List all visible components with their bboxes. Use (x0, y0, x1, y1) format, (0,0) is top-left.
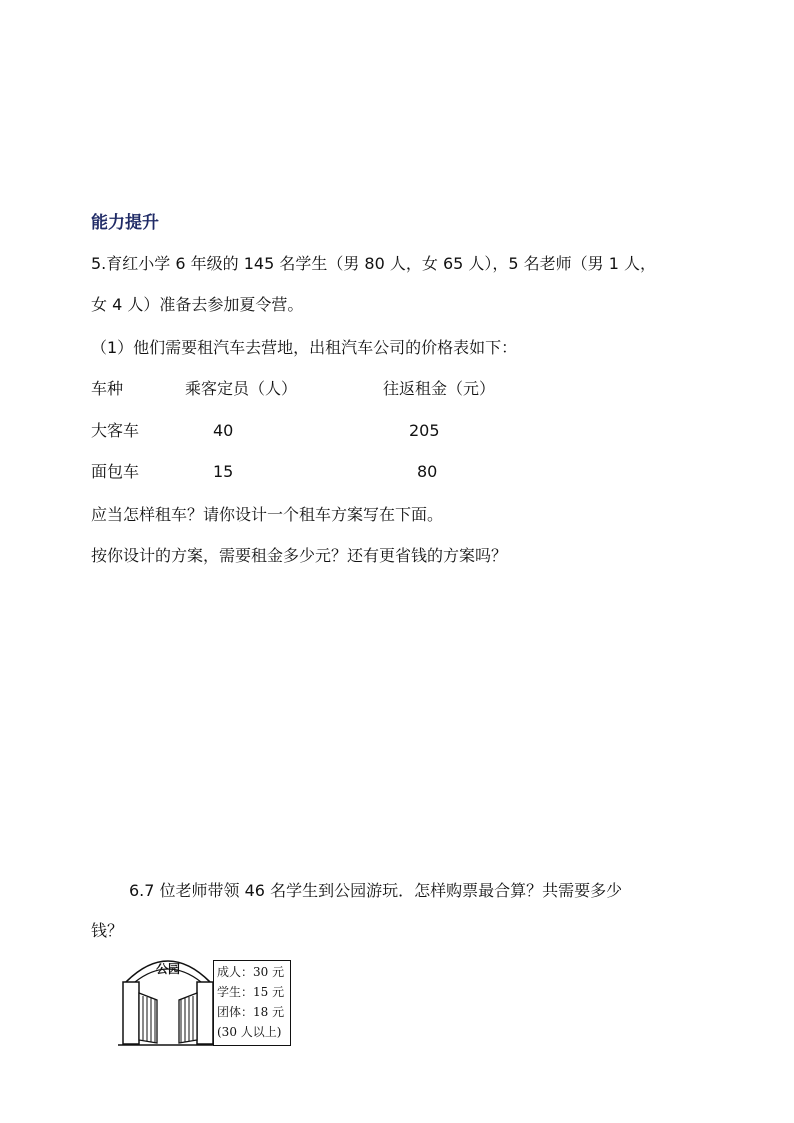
problem5-question1: 应当怎样租车？请你设计一个租车方案写在下面。 (91, 505, 444, 524)
table-header-capacity: 乘客定员（人） (185, 379, 298, 398)
park-gate-illustration (118, 948, 218, 1050)
price-student: 学生：15 元 (217, 985, 285, 999)
problem5-line1: 5.育红小学 6 年级的 145 名学生（男 80 人，女 65 人），5 名老师（男 1 人， (91, 254, 657, 273)
table-row-1-capacity: 40 (213, 421, 234, 440)
table-row-1-rent: 205 (409, 421, 440, 440)
problem5-part1: （1）他们需要租汽车去营地，出租汽车公司的价格表如下： (91, 338, 518, 357)
table-header-rent: 往返租金（元） (383, 379, 496, 398)
problem6-line1: 6.7 位老师带领 46 名学生到公园游玩．怎样购票最合算？共需要多少 (129, 881, 623, 900)
table-header-vehicle: 车种 (91, 379, 124, 398)
section-title: 能力提升 (91, 213, 159, 233)
table-row-2-rent: 80 (417, 462, 438, 481)
problem5-question2: 按你设计的方案，需要租金多少元？还有更省钱的方案吗？ (91, 546, 508, 565)
price-adult: 成人：30 元 (217, 965, 285, 979)
table-row-1-vehicle: 大客车 (91, 421, 140, 440)
table-row-2-capacity: 15 (213, 462, 234, 481)
park-gate-svg (118, 948, 218, 1050)
price-group: 团体：18 元 (217, 1005, 285, 1019)
table-row-2-vehicle: 面包车 (91, 462, 140, 481)
problem6-line2: 钱？ (91, 921, 124, 940)
ticket-price-sign (213, 960, 291, 1046)
price-group-note: (30 人以上) (217, 1025, 282, 1039)
park-gate-sign: 公园 (155, 962, 181, 976)
problem5-line2: 女 4 人）准备去参加夏令营。 (91, 295, 304, 314)
